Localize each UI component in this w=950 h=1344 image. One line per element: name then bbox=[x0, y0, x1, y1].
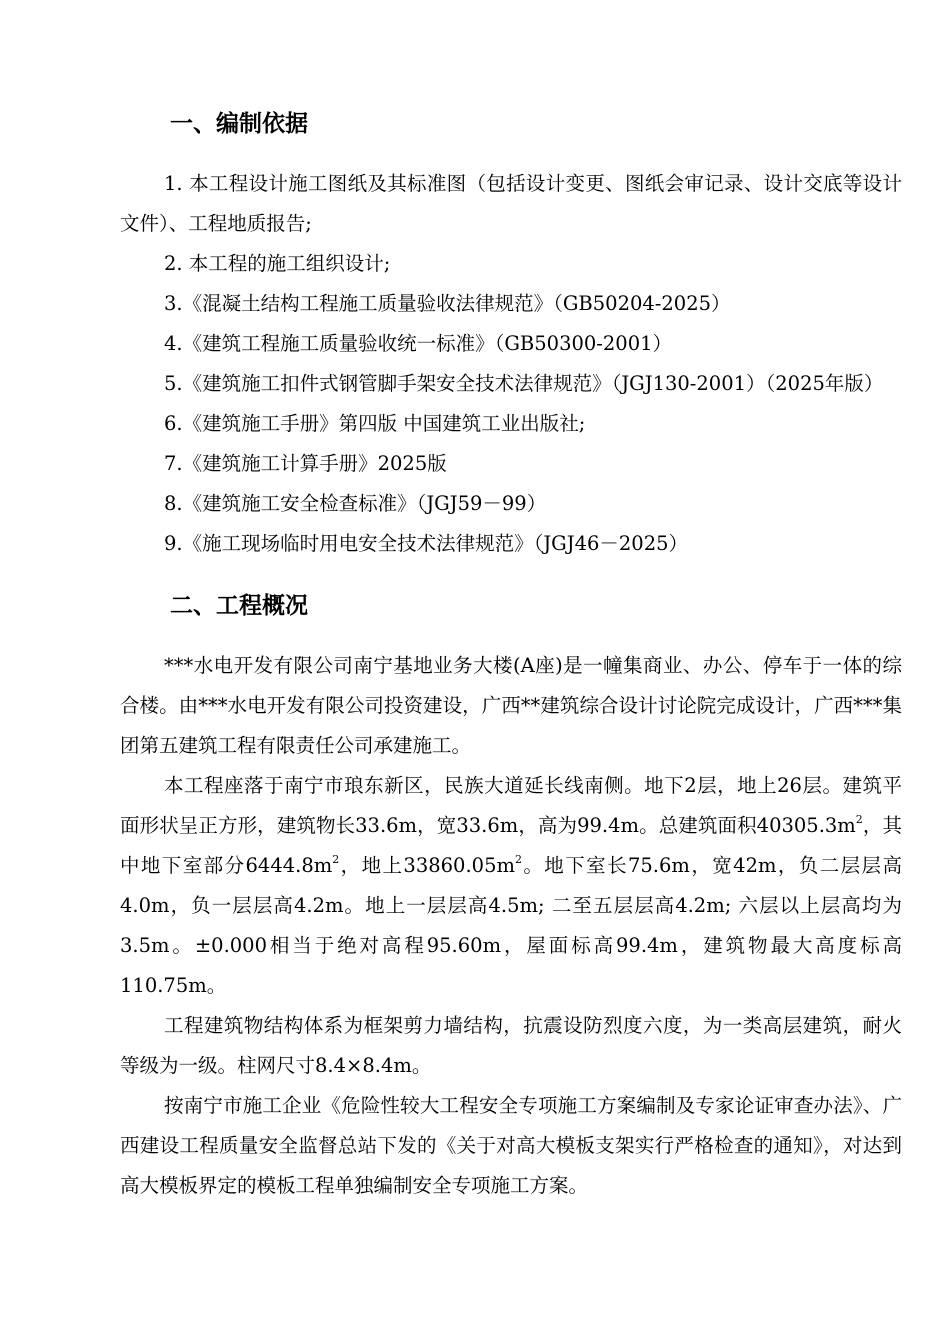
basis-item-4: 4.《建筑工程施工质量验收统一标准》（GB50300-2001） bbox=[164, 332, 673, 355]
basis-item-3: 3.《混凝土结构工程施工质量验收法律规范》（GB50204-2025） bbox=[164, 292, 731, 315]
basis-item-9: 9.《施工现场临时用电安全技术法律规范》（JGJ46－2025） bbox=[164, 532, 689, 555]
basis-item-5: 5.《建筑施工扣件式钢管脚手架安全技术法律规范》（JGJ130-2001）（2025年版） bbox=[164, 372, 884, 395]
area-superscript-2: 2 bbox=[332, 853, 340, 866]
document-page bbox=[120, 104, 902, 1206]
overview-paragraph-1: ***水电开发有限公司南宁基地业务大楼(A座)是一幢集商业、办公、停车于一体的综合楼。由***水电开发有限公司投资建设，广西**建筑综合设计讨论院完成设计，广西***集团第五建筑工程有限责任公司承建施工。 bbox=[120, 654, 902, 757]
overview-paragraph-2-text-4: 。地下室长75.6m，宽42m，负二层层高4.0m，负一层层高4.2m。地上一层层高4.5m; 二至五层层高4.2m; 六层以上层高均为3.5m。±0.000相当于绝对高程95.60m，屋面标高99.4m，建筑物最大高度标高110.75m。 bbox=[120, 854, 902, 997]
overview-paragraph-3: 工程建筑物结构体系为框架剪力墙结构，抗震设防烈度六度，为一类高层建筑，耐火等级为一级。柱网尺寸8.4×8.4m。 bbox=[120, 1014, 902, 1077]
area-superscript-3: 2 bbox=[514, 853, 522, 866]
basis-item-6: 6.《建筑施工手册》第四版 中国建筑工业出版社; bbox=[164, 412, 586, 435]
basis-item-2: 2. 本工程的施工组织设计; bbox=[164, 252, 391, 275]
basis-item-7: 7.《建筑施工计算手册》2025版 bbox=[164, 452, 447, 475]
overview-paragraph-2-text-3: ，地上33860.05m bbox=[339, 854, 515, 877]
overview-paragraph-2-text-2: ，其中地下室部分6444.8m bbox=[120, 814, 902, 877]
section-heading-basis: 一、编制依据 bbox=[170, 111, 308, 137]
basis-item-8: 8.《建筑施工安全检查标准》（JGJ59－99） bbox=[164, 492, 547, 515]
area-superscript-1: 2 bbox=[855, 813, 863, 826]
overview-paragraph-4: 按南宁市施工企业《危险性较大工程安全专项施工方案编制及专家论证审查办法》、广西建设工程质量安全监督总站下发的《关于对高大模板支架实行严格检查的通知》，对达到高大模板界定的模板工程单独编制安全专项施工方案。 bbox=[120, 1094, 902, 1197]
basis-item-1: 1. 本工程设计施工图纸及其标准图（包括设计变更、图纸会审记录、设计交底等设计文件）、工程地质报告; bbox=[120, 172, 902, 235]
overview-paragraph-2-text-1: 本工程座落于南宁市琅东新区，民族大道延长线南侧。地下2层，地上26层。建筑平面形状呈正方形，建筑物长33.6m，宽33.6m，高为99.4m。总建筑面积40305.3m bbox=[120, 774, 902, 837]
section-heading-overview: 二、工程概况 bbox=[170, 593, 308, 619]
overview-paragraph-2 bbox=[120, 766, 902, 1006]
